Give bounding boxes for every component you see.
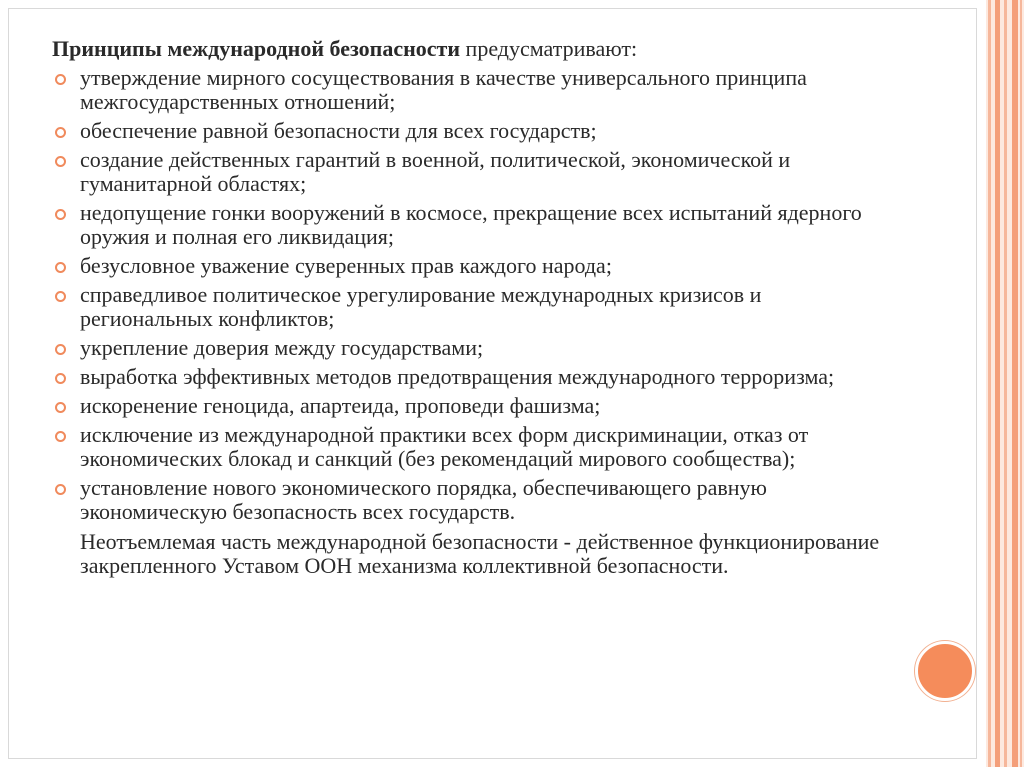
list-item: [52, 254, 882, 278]
list-item: [52, 365, 882, 389]
stripe: [1012, 0, 1018, 767]
stripe: [995, 0, 1000, 767]
heading-rest-text: предусматривают:: [460, 36, 638, 61]
orange-circle-icon: [915, 641, 975, 701]
slide-heading: [52, 36, 882, 62]
list-item-text: утверждение мирного сосуществования в качестве универсального принципа межгосударственных отношений;: [80, 65, 807, 114]
circle-bullet-icon: [55, 156, 66, 167]
list-item: [52, 283, 882, 331]
list-item-text: недопущение гонки вооружений в космосе, прекращение всех испытаний ядерного оружия и полная его ликвидация;: [80, 200, 862, 249]
circle-bullet-icon: [55, 484, 66, 495]
list-item: [52, 476, 882, 524]
circle-bullet-icon: [55, 291, 66, 302]
circle-bullet-icon: [55, 431, 66, 442]
list-item: [52, 336, 882, 360]
list-item-text: искоренение геноцида, апартеида, проповеди фашизма;: [80, 393, 601, 418]
list-item-text: выработка эффективных методов предотвращения международного терроризма;: [80, 364, 835, 389]
circle-bullet-icon: [55, 344, 66, 355]
list-item: [52, 423, 882, 471]
list-item: [52, 119, 882, 143]
stripe: [1004, 0, 1007, 767]
list-item-text: укрепление доверия между государствами;: [80, 335, 484, 360]
circle-bullet-icon: [55, 402, 66, 413]
slide-content: [52, 36, 882, 578]
circle-bullet-icon: [55, 74, 66, 85]
list-item-text: установление нового экономического порядка, обеспечивающего равную экономическую безопасность всех государств.: [80, 475, 767, 524]
stripe: [988, 0, 991, 767]
list-item-text: обеспечение равной безопасности для всех государств;: [80, 118, 597, 143]
circle-bullet-icon: [55, 209, 66, 220]
list-item-text: безусловное уважение суверенных прав каждого народа;: [80, 253, 612, 278]
circle-bullet-icon: [55, 373, 66, 384]
list-item-text: справедливое политическое урегулирование международных кризисов и региональных конфликтов;: [80, 282, 762, 331]
stripe: [1020, 0, 1022, 767]
list-item-text: создание действенных гарантий в военной, политической, экономической и гуманитарной областях;: [80, 147, 791, 196]
list-item: [52, 66, 882, 114]
list-item: [52, 394, 882, 418]
heading-bold-text: Принципы международной безопасности: [52, 36, 461, 61]
list-item: [52, 201, 882, 249]
list-item: [52, 148, 882, 196]
conclusion-text: Неотъемлемая часть международной безопасности - действенное функционирование закрепленного Уставом ООН механизма коллективной безопасности.: [80, 529, 880, 578]
decorative-stripes: [986, 0, 1024, 767]
circle-bullet-icon: [55, 127, 66, 138]
principles-list: [52, 66, 882, 524]
list-item-text: исключение из международной практики всех форм дискриминации, отказ от экономических блокад и санкций (без рекомендаций мирового сообщества);: [80, 422, 809, 471]
circle-bullet-icon: [55, 262, 66, 273]
